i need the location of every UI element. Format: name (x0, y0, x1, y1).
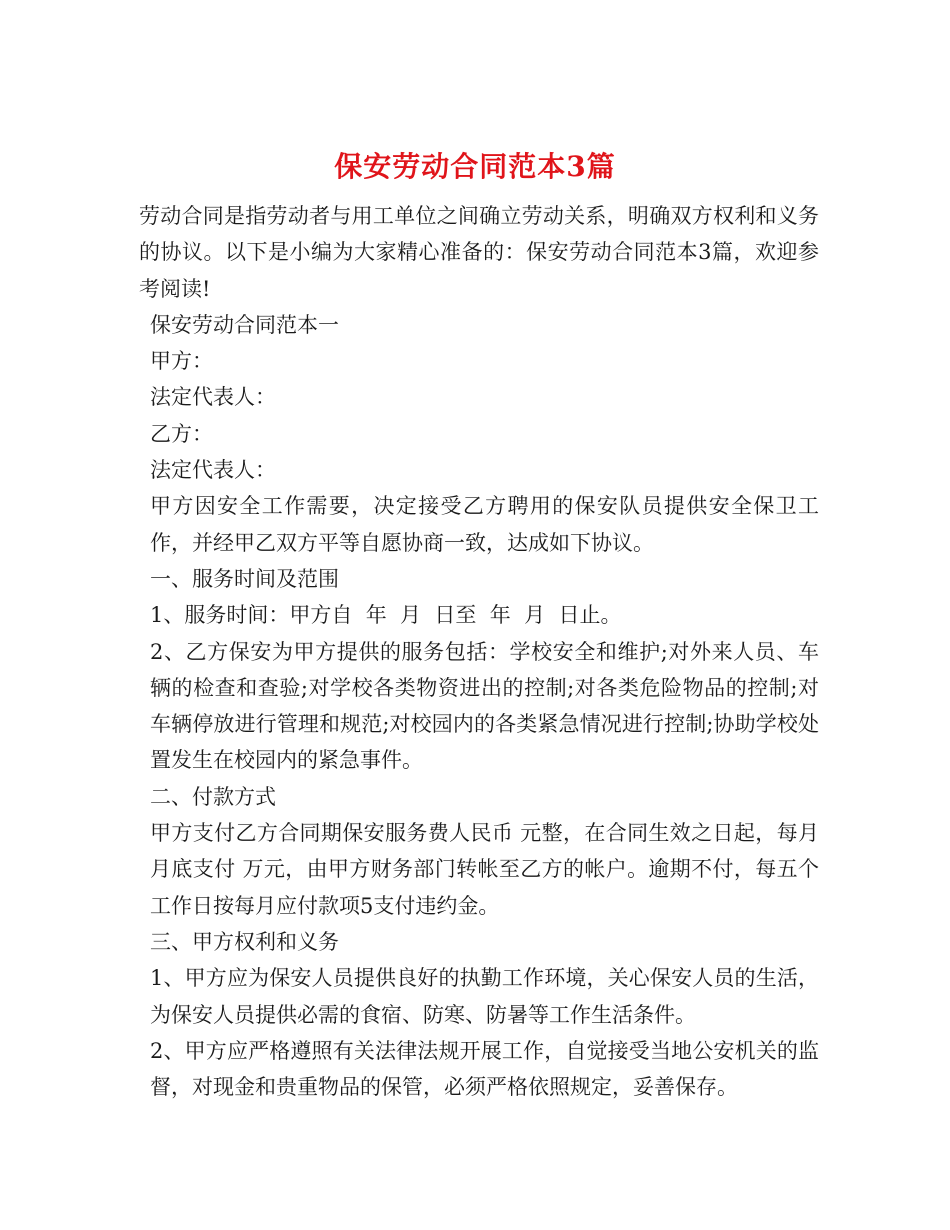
document-body (139, 198, 819, 1105)
section-heading: 二、付款方式 (150, 784, 276, 809)
document-title: 保安劳动合同范本3篇 (334, 149, 616, 183)
clause: 2、乙方保安为甲方提供的服务包括：学校安全和维护;对外来人员、车辆的检查和查验;对学校各类物资进出的控制;对各类危险物品的控制;对车辆停放进行管理和规范;对校园内的各类紧急情况进行控制;协助学校处置发生在校园内的紧急事件。 (150, 639, 819, 773)
clause: 1、服务时间：甲方自 年 月 日至 年 月 日止。 (150, 603, 622, 628)
party-b-field: 乙方： (150, 421, 213, 446)
party-b-representative-field: 法定代表人： (150, 458, 276, 483)
paragraph: 劳动合同是指劳动者与用工单位之间确立劳动关系，明确双方权利和义务的协议。以下是小编为大家精心准备的：保安劳动合同范本3篇，欢迎参考阅读! (139, 204, 819, 301)
section-heading: 三、甲方权利和义务 (150, 929, 339, 954)
paragraph: 甲方支付乙方合同期保安服务费人民币 元整，在合同生效之日起，每月月底支付 万元，由甲方财务部门转帐至乙方的帐户。逾期不付，每五个工作日按每月应付款项5支付违约金。 (150, 821, 819, 918)
party-a-field: 甲方： (150, 349, 213, 374)
section-heading: 一、服务时间及范围 (150, 566, 339, 591)
section-heading: 保安劳动合同范本一 (150, 312, 339, 337)
clause: 1、甲方应为保安人员提供良好的执勤工作环境，关心保安人员的生活，为保安人员提供必需的食宿、防寒、防暑等工作生活条件。 (150, 966, 819, 1027)
paragraph: 甲方因安全工作需要，决定接受乙方聘用的保安队员提供安全保卫工作，并经甲乙双方平等自愿协商一致，达成如下协议。 (150, 494, 819, 555)
clause: 2、甲方应严格遵照有关法律法规开展工作，自觉接受当地公安机关的监督，对现金和贵重物品的保管，必须严格依照规定，妥善保存。 (150, 1038, 819, 1100)
party-a-representative-field: 法定代表人： (150, 385, 276, 410)
